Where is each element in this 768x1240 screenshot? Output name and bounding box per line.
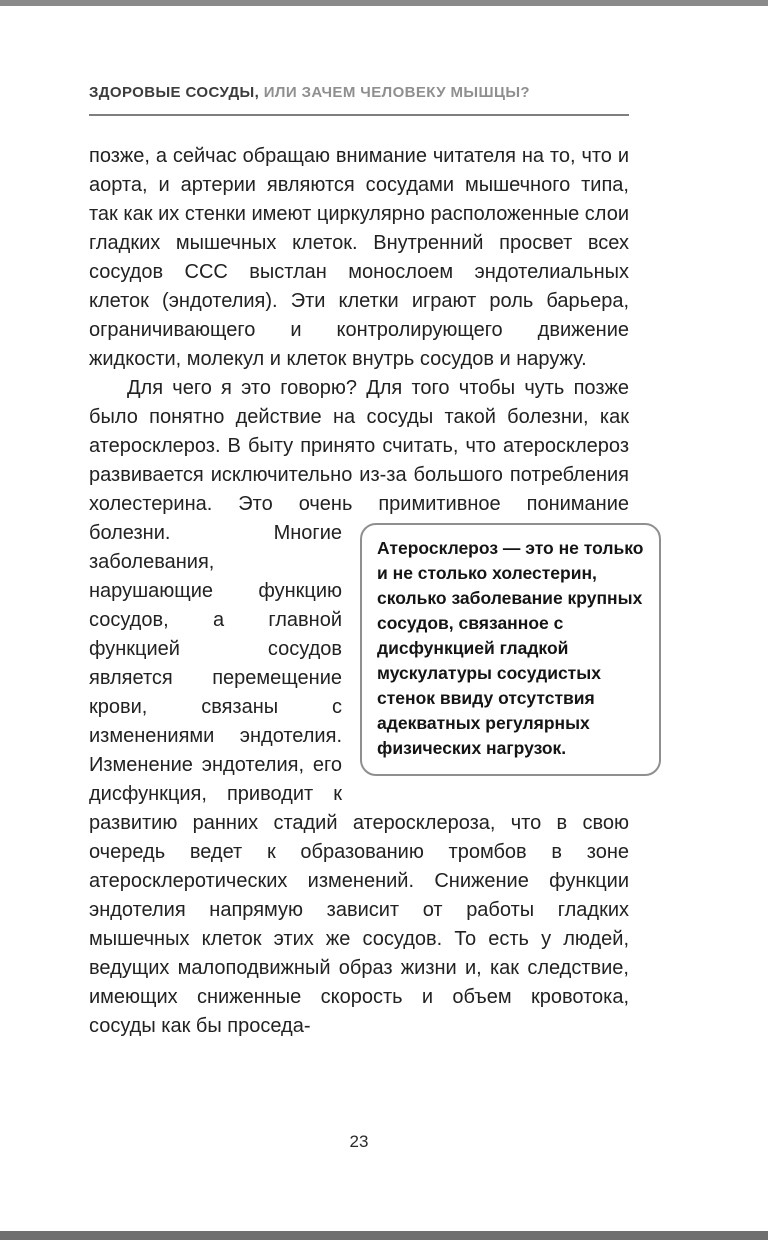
paragraph-2-lead: Для чего я это говорю? Для того чтобы чуть позже было понятно действие на сосуды такой болезни, как атеросклероз. В быту принято считать, что атеросклероз развивается исключительно из-за большого потребления холестерина. Это очень примитивное: [89, 377, 629, 515]
scan-edge-bottom: [0, 1231, 768, 1240]
callout-box: [360, 523, 661, 776]
running-head-subtitle: ИЛИ ЗАЧЕМ ЧЕЛОВЕКУ МЫШЦЫ?: [259, 84, 530, 101]
callout-text: Атеросклероз — это не только и не столько холестерин, сколько заболевание крупных сосудов, связанное с дисфункцией гладкой мускулатуры сосудистых стенок ввиду отсутствия адекватных регулярных физических нагрузок.: [377, 538, 644, 758]
header-divider: [89, 114, 629, 116]
running-head: [89, 84, 629, 101]
running-head-title: ЗДОРОВЫЕ СОСУДЫ,: [89, 84, 260, 101]
page-number: 23: [349, 1132, 369, 1151]
paragraph-1: позже, а сейчас обращаю внимание читателя на то, что и аорта, и артерии являются сосудами мышечного типа, так как их стенки имеют циркулярно расположенные слои гладких мышечных клеток. Внутренний просвет всех сосудов ССС выстлан монослоем эндотелиальных клеток (эндотелия). Эти клетки играют роль барьера, ограничивающего и контролирующего движение жидкости, молекул и клеток внутрь сосудов и наружу.: [89, 145, 629, 370]
paragraph-2-continuation: понимание болезни. Многие заболевания, нарушающие функцию сосудов, а главной функцией сосудов является перемещение крови, связаны с изменениями эндотелия. Изменение эндотелия, его дисфункция, приводит к развитию ранних стадий атеросклероза, что в свою очередь ведет к образованию тромбов в зоне атеросклеротических изменений. Снижение функции эндотелия напрямую зависит от работы гладких мышечных клеток этих же сосудов. То есть у людей, ведущих малоподвижный образ жизни и, как следствие, имеющих сниженные скорость и объем кровотока, сосуды как бы проседа-: [89, 493, 629, 1037]
paragraph-2: [89, 374, 644, 1041]
